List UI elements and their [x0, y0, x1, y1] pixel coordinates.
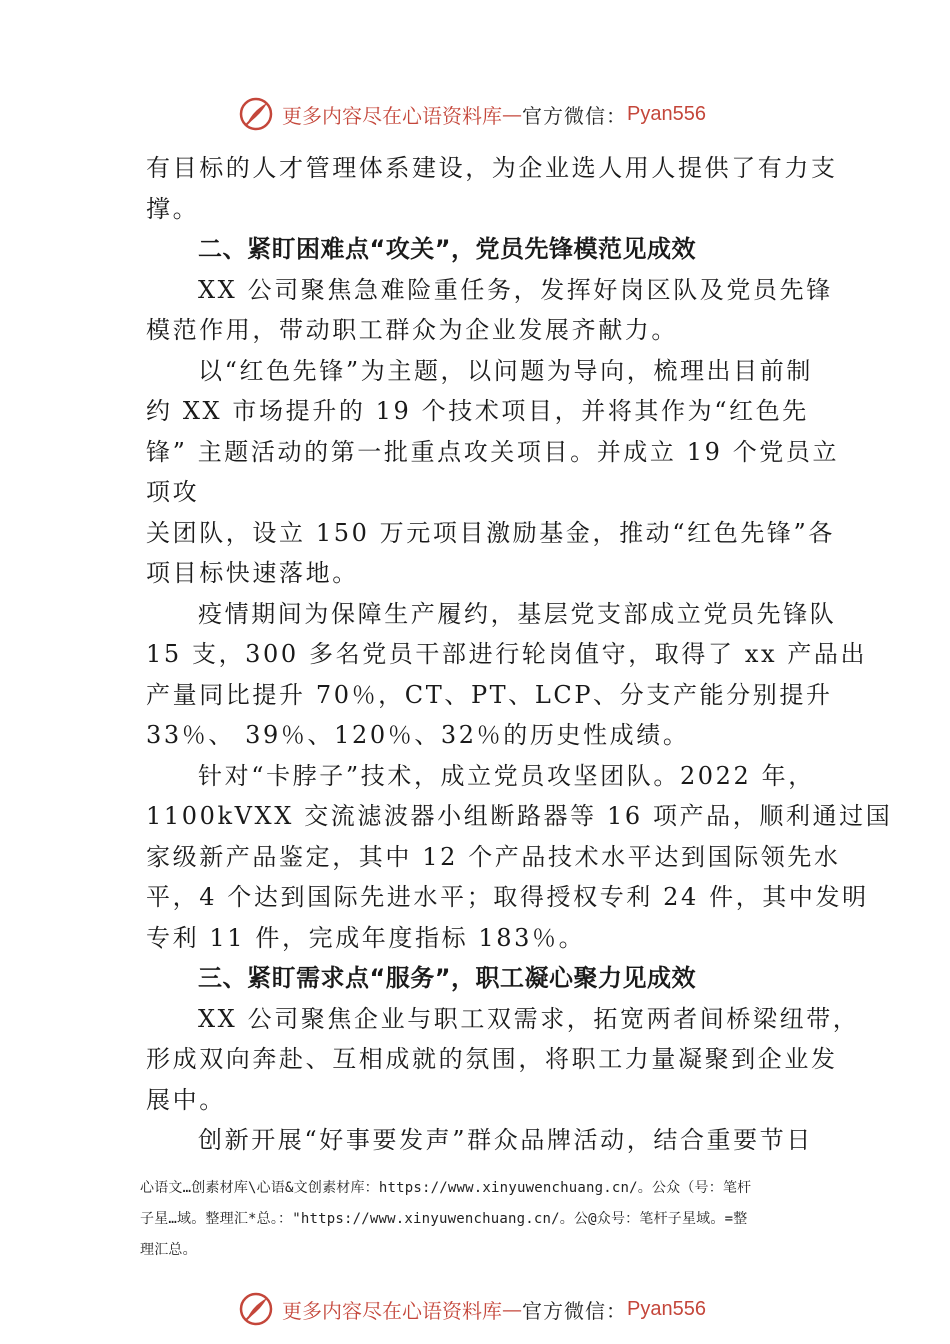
document-body	[146, 148, 893, 1161]
text-line: 项攻	[146, 478, 200, 506]
banner-dash: —	[502, 1297, 522, 1321]
text-line: 创新开展“好事要发声”群众品牌活动，结合重要节日	[198, 1126, 813, 1154]
text-line: 项目标快速落地。	[146, 559, 359, 587]
banner-dash: —	[502, 102, 522, 126]
text-line: 有目标的人才管理体系建设，为企业选人用人提供了有力支	[146, 154, 838, 182]
footer-banner	[238, 1289, 706, 1329]
quill-logo-icon	[238, 96, 274, 132]
footer-note	[140, 1173, 840, 1266]
text-line: 约 XX 市场提升的 19 个技术项目，并将其作为“红色先	[146, 397, 809, 425]
footer-line: 理汇总。	[140, 1242, 197, 1258]
header-banner	[238, 94, 706, 134]
text-line: 平，4 个达到国际先进水平；取得授权专利 24 件，其中发明	[146, 883, 869, 911]
footer-line: 子星…域。整理汇*总。："https://www.xinyuwenchuang.cn/。公@众号：笔杆子星域。=整	[140, 1211, 748, 1227]
quill-logo-icon	[238, 1291, 274, 1327]
footer-line: 心语文…创素材库\心语&文创素材库：https://www.xinyuwenchuang.cn/。公众（号：笔杆	[140, 1180, 752, 1196]
text-line: 15 支，300 多名党员干部进行轮岗值守，取得了 xx 产品出	[146, 640, 868, 668]
banner-title: 更多内容尽在心语资料库	[282, 103, 502, 128]
banner-wechat-label: 官方微信：	[522, 103, 627, 128]
section-heading: 三、紧盯需求点“服务”，职工凝心聚力见成效	[198, 964, 697, 992]
banner-wechat-label: 官方微信：	[522, 1298, 627, 1323]
text-line: 家级新产品鉴定，其中 12 个产品技术水平达到国际领先水	[146, 842, 841, 871]
text-line: 撑。	[146, 194, 200, 223]
text-line: 33％、 39％、120％、32％的历史性成绩。	[146, 721, 690, 749]
text-line: XX 公司聚焦企业与职工双需求，拓宽两者间桥梁纽带，	[198, 1004, 860, 1033]
text-line: 疫情期间为保障生产履约，基层党支部成立党员先锋队	[198, 599, 837, 628]
text-line: 针对“卡脖子”技术，成立党员攻坚团队。2022 年，	[198, 761, 815, 790]
banner-wechat-id: Pyan556	[627, 1297, 706, 1320]
text-line: 产量同比提升 70％，CT、PT、LCP、分支产能分别提升	[146, 680, 833, 709]
section-heading: 二、紧盯困难点“攻关”，党员先锋模范见成效	[198, 235, 697, 263]
text-line: 形成双向奔赴、互相成就的氛围，将职工力量凝聚到企业发	[146, 1045, 838, 1073]
text-line: 模范作用，带动职工群众为企业发展齐献力。	[146, 316, 678, 344]
text-line: 锋” 主题活动的第一批重点攻关项目。并成立 19 个党员立	[146, 437, 840, 466]
text-line: 1100kVXX 交流滤波器小组断路器等 16 项产品，顺利通过国	[146, 802, 893, 830]
text-line: 以“红色先锋”为主题，以问题为导向，梳理出目前制	[198, 356, 813, 385]
banner-title: 更多内容尽在心语资料库	[282, 1298, 502, 1323]
text-line: 展中。	[146, 1085, 226, 1114]
text-line: 关团队，设立 150 万元项目激励基金，推动“红色先锋”各	[146, 518, 836, 547]
text-line: 专利 11 件，完成年度指标 183％。	[146, 923, 586, 952]
text-line: XX 公司聚焦急难险重任务，发挥好岗区队及党员先锋	[198, 275, 833, 304]
banner-wechat-id: Pyan556	[627, 102, 706, 125]
